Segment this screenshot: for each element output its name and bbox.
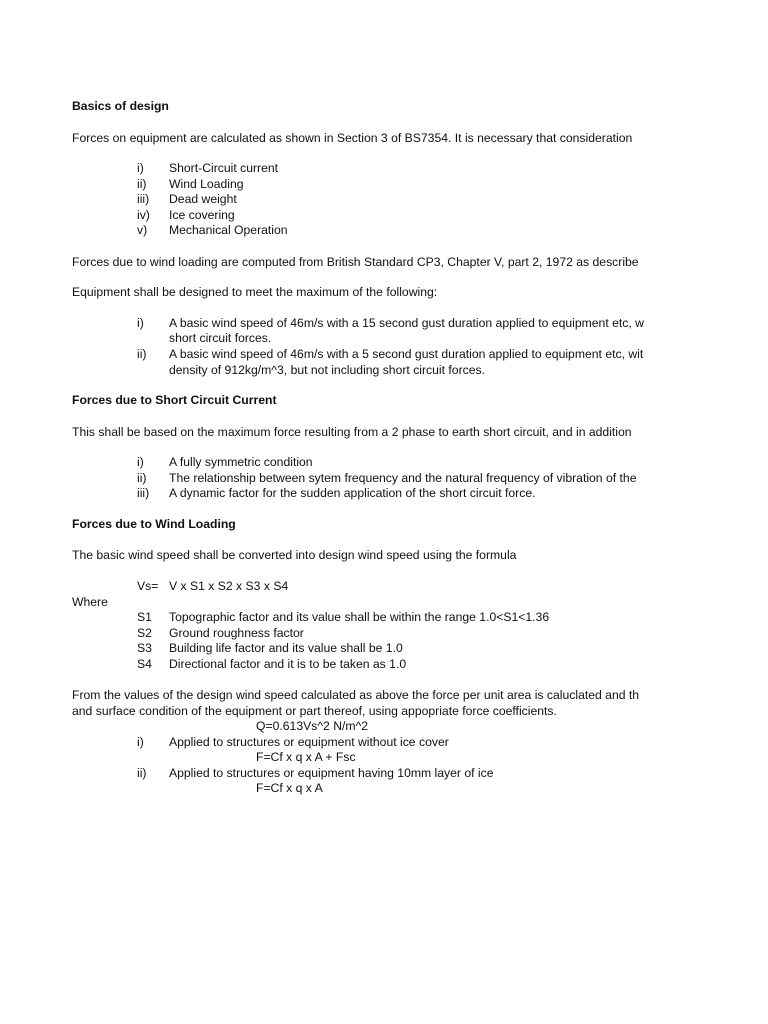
short-circuit-item-number: iii): [137, 486, 150, 500]
basics-item-text: Dead weight: [169, 192, 237, 206]
factor-description: Topographic factor and its value shall be within the range 1.0<S1<1.36: [169, 610, 550, 624]
condition-text-line: short circuit forces.: [169, 331, 272, 345]
factor-code: S2: [137, 626, 152, 640]
wind-intro-paragraph: The basic wind speed shall be converted into design wind speed using the formula: [72, 548, 517, 562]
short-circuit-item-text: The relationship between sytem frequency and the natural frequency of vibration of the: [169, 471, 637, 485]
pressure-formula: Q=0.613Vs^2 N/m^2: [256, 719, 369, 733]
basics-item-number: iv): [137, 208, 150, 222]
basics-item-number: v): [137, 223, 148, 237]
case-text: Applied to structures or equipment having 10mm layer of ice: [169, 766, 494, 780]
factor-code: S4: [137, 657, 152, 671]
design-speed-formula-rhs: V x S1 x S2 x S3 x S4: [169, 579, 289, 593]
condition-text-line: A basic wind speed of 46m/s with a 5 second gust duration applied to equipment etc, wit: [169, 347, 644, 361]
heading-wind-loading: Forces due to Wind Loading: [72, 517, 236, 531]
basics-item-text: Ice covering: [169, 208, 235, 222]
basics-item-number: i): [137, 161, 144, 175]
short-circuit-intro-paragraph: This shall be based on the maximum force resulting from a 2 phase to earth short circuit, and in addition: [72, 425, 632, 439]
short-circuit-item-text: A dynamic factor for the sudden application of the short circuit force.: [169, 486, 536, 500]
short-circuit-item-number: ii): [137, 471, 147, 485]
basics-item-text: Wind Loading: [169, 177, 244, 191]
design-speed-formula-lhs: Vs=: [137, 579, 159, 593]
factor-description: Directional factor and it is to be taken as 1.0: [169, 657, 407, 671]
factor-description: Ground roughness factor: [169, 626, 304, 640]
basics-item-number: ii): [137, 177, 147, 191]
short-circuit-item-number: i): [137, 455, 144, 469]
heading-basics-of-design: Basics of design: [72, 99, 169, 113]
case-formula: F=Cf x q x A: [256, 781, 323, 795]
basics-intro-paragraph: Forces on equipment are calculated as shown in Section 3 of BS7354. It is necessary that consideration: [72, 131, 633, 145]
case-number: i): [137, 735, 144, 749]
basics-item-text: Short-Circuit current: [169, 161, 279, 175]
factor-code: S3: [137, 641, 152, 655]
factor-code: S1: [137, 610, 152, 624]
design-requirement-paragraph: Equipment shall be designed to meet the maximum of the following:: [72, 285, 438, 299]
basics-item-text: Mechanical Operation: [169, 223, 288, 237]
force-paragraph-line: and surface condition of the equipment or part thereof, using appopriate force coefficients.: [72, 704, 557, 718]
heading-short-circuit: Forces due to Short Circuit Current: [72, 393, 277, 407]
condition-number: i): [137, 316, 144, 330]
factor-description: Building life factor and its value shall be 1.0: [169, 641, 403, 655]
condition-number: ii): [137, 347, 147, 361]
where-label: Where: [72, 595, 108, 609]
condition-text-line: A basic wind speed of 46m/s with a 15 second gust duration applied to equipment etc, w: [169, 316, 644, 330]
basics-item-number: iii): [137, 192, 150, 206]
case-number: ii): [137, 766, 147, 780]
case-text: Applied to structures or equipment without ice cover: [169, 735, 449, 749]
wind-loading-paragraph: Forces due to wind loading are computed from British Standard CP3, Chapter V, part 2, 1972 as describe: [72, 255, 639, 269]
condition-text-line: density of 912kg/m^3, but not including short circuit forces.: [169, 363, 485, 377]
short-circuit-item-text: A fully symmetric condition: [169, 455, 313, 469]
case-formula: F=Cf x q x A + Fsc: [256, 750, 356, 764]
force-paragraph-line: From the values of the design wind speed calculated as above the force per unit area is caluclated and th: [72, 688, 640, 702]
